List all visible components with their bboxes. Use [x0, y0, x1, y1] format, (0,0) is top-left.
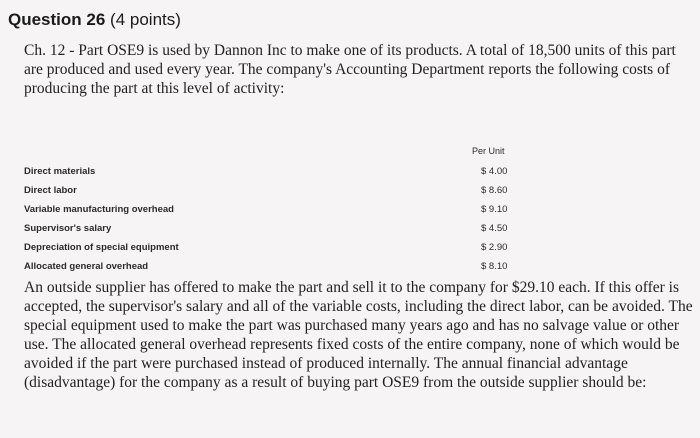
- cost-row-variable-overhead: [24, 204, 544, 218]
- question-body-text: An outside supplier has offered to make the part and sell it to the company for $29.10 each. If this offer is accepted, the supervisor's salary and all of the variable costs, including the direct labor, can be avoided. The special equipment used to make the part was purchased many years ago and has no salvage value or other use. The allocated general overhead represents fixed costs of the entire company, none of which would be avoided if the part were purchased instead of produced internally. The annual financial advantage (disadvantage) for the company as a result of buying part OSE9 from the outside supplier should be:: [24, 279, 693, 391]
- cost-row-direct-labor: [24, 185, 544, 199]
- cost-row-depreciation: [24, 242, 544, 256]
- cost-value: $ 2.90: [481, 242, 508, 253]
- cost-label: Direct materials: [24, 166, 96, 177]
- cost-value: $ 4.00: [481, 166, 508, 177]
- cost-value: $ 4.50: [481, 223, 508, 234]
- question-number: Question 26: [8, 10, 106, 29]
- cost-row-supervisor-salary: [24, 223, 544, 237]
- question-points: (4 points): [110, 10, 181, 29]
- cost-label: Supervisor's salary: [24, 223, 112, 234]
- cost-label: Variable manufacturing overhead: [24, 204, 174, 215]
- cost-row-allocated-overhead: [24, 261, 544, 275]
- question-title: [8, 10, 181, 30]
- cost-value: $ 8.10: [481, 261, 508, 272]
- cost-value: $ 9.10: [481, 204, 508, 215]
- cost-label: Allocated general overhead: [24, 261, 149, 272]
- cost-label: Depreciation of special equipment: [24, 242, 179, 253]
- per-unit-header: Per Unit: [472, 146, 505, 156]
- question-intro-text: Ch. 12 - Part OSE9 is used by Dannon Inc to make one of its products. A total of 18,500 units of this part are produced and used every year. The company's Accounting Department reports the following costs of producing the part at this level of activity:: [24, 42, 676, 97]
- cost-value: $ 8.60: [481, 185, 508, 196]
- cost-row-direct-materials: [24, 166, 544, 180]
- cost-label: Direct labor: [24, 185, 77, 196]
